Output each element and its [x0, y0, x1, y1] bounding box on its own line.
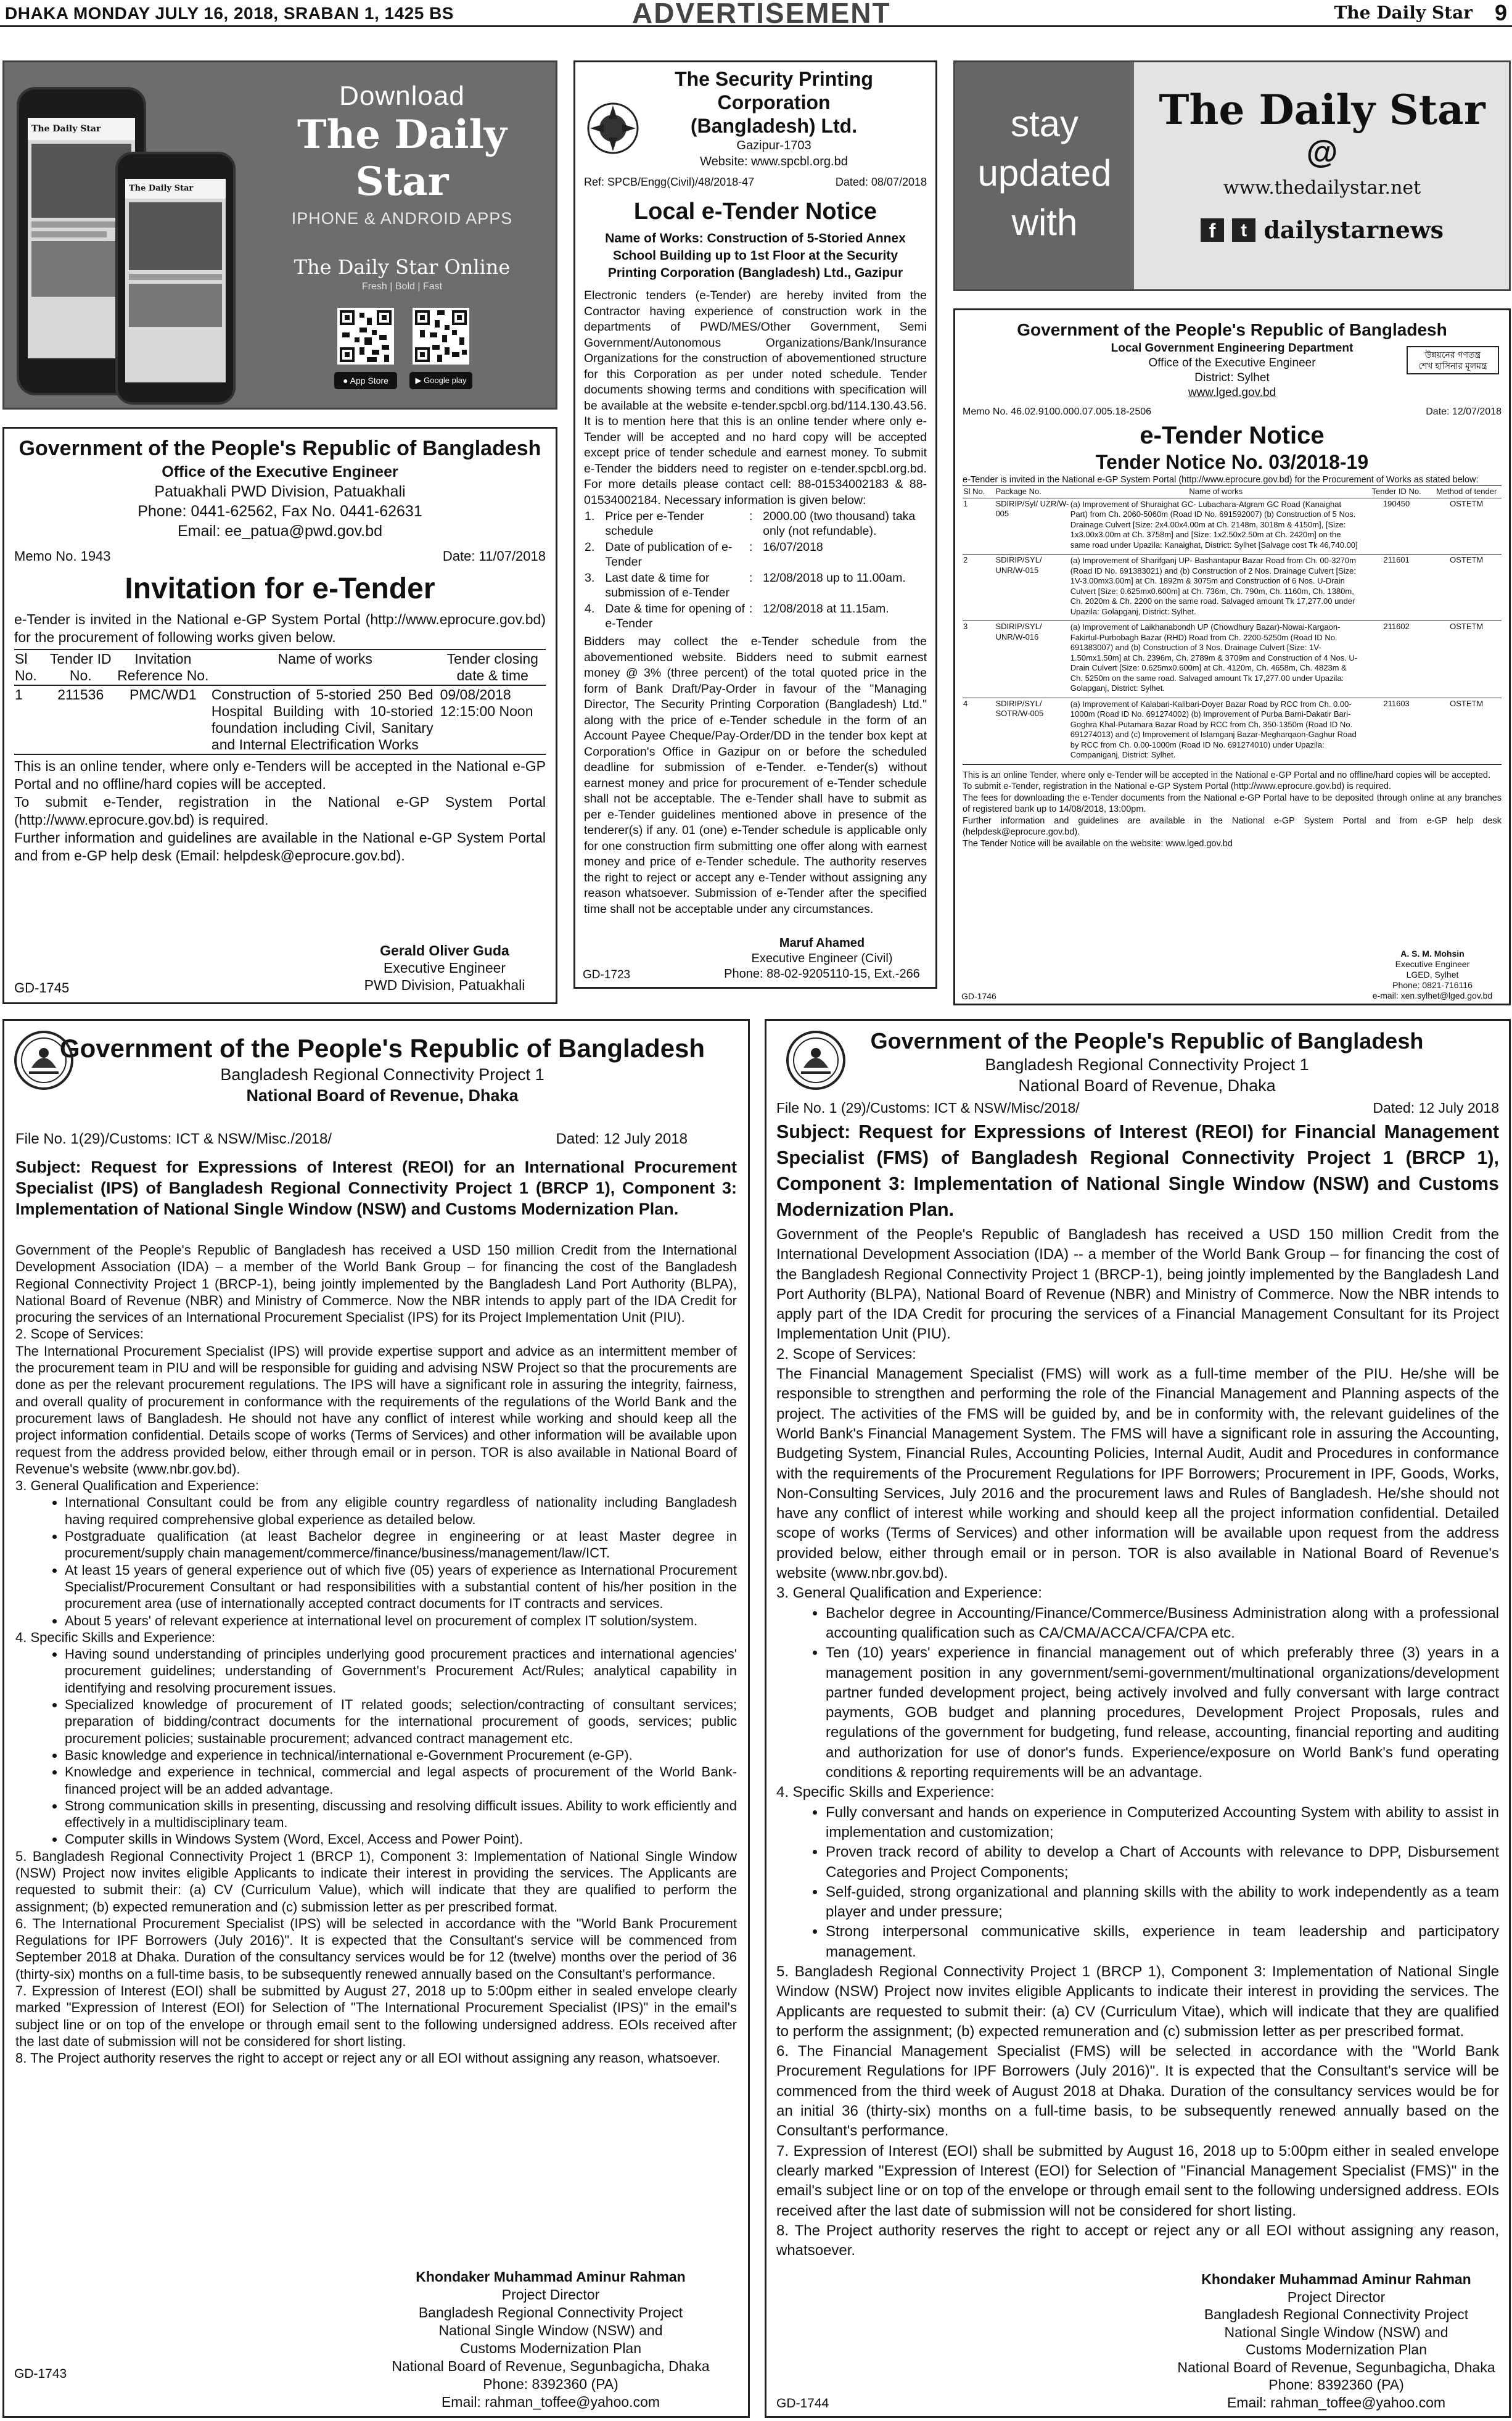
- cell-works: (a) Improvement of Sharifganj UP- Bashantapur Bazar Road from Ch. 00-3270m (Road ID No. 691383021) and (b) Construction of 2 Nos. Drainage Culvert [Size: 1V-3.00mx3.00m] at Ch. 1892m & 3075m and Construction of 6 Nos. U-Drain Culvert [Size: 0.625mx0.600m] at Ch. 736m, Ch. 790m, Ch. 1160m, Ch. 1380m, Ch. 2020m & Ch. 2200 on the same road. Salvaged amount Tk 17,277.00 under Upazila: Golapganj, District: Sylhet.: [1070, 556, 1356, 616]
- item-sep: :: [749, 571, 753, 585]
- memo-no: Memo No. 1943: [14, 548, 111, 564]
- gov-title: Government of the People's Republic of Bangladesh: [59, 1034, 705, 1063]
- cell-works: (a) Improvement of Laikhanabondh UP (Chowdhury Bazar)-Nowai-Kargaon-Fakirtul-Purbobagh Bazar (RHD) Road from Ch. 2200-5250m (Road ID No. 691383007) and (b) Construction of 3 Nos. Drainage Culvert [Size: 1V-1.50mx1.50m] at Ch. 2396m, Ch. 2789m & 3709m and Construction of 4 Nos. U-Drain Culvert [Size: 0.625mx0.600m] at Ch. 4120m, Ch. 4658m, Ch. 4823m & Ch. 5250m on the same road. Salvaged amount Tk 17,277.00 under Upazila: Golapganj, District: Sylhet.: [1070, 622, 1358, 693]
- subject: Subject: Request for Expressions of Interest (REOI) for an International Procurement Specialist (IPS) of Bangladesh Regional Connectivity Project 1 (BRCP 1), Component 3: Implementation of National Single Window (NSW) and Customs Modernization Plan.: [15, 1158, 737, 1218]
- cell-package: SDIRIP/SYL/ SOTR/W-005: [995, 698, 1044, 718]
- online-brand: The Daily Star Online: [294, 255, 511, 279]
- office: Office of the Executive Engineer: [1148, 357, 1316, 369]
- signer-phone: Phone: 88-02-9205110-15, Ext.-266: [724, 967, 920, 981]
- list-item: • About 5 years' of relevant experience at international level on procurement of complex IT solution/system.: [65, 1612, 737, 1629]
- table-row: [963, 698, 1502, 764]
- signer-line: Email: rahman_toffee@yahoo.com: [441, 2394, 660, 2410]
- signer-line: Customs Modernization Plan: [1245, 2341, 1428, 2357]
- signer-line: Project Director: [501, 2287, 600, 2303]
- th-works: Name of works: [1189, 487, 1243, 496]
- org-name-2: (Bangladesh) Ltd.: [690, 115, 858, 137]
- phone-screen-brand: The Daily Star: [28, 118, 135, 140]
- district: District: Sylhet: [1194, 371, 1270, 384]
- stay-panel: [955, 62, 1134, 289]
- cell-sl: 4: [963, 698, 968, 708]
- table-row: [963, 555, 1502, 621]
- subject: Subject: Request for Expressions of Interest (REOI) for Financial Management Specialist (FMS) of Bangladesh Regional Connectivity Project 1 (BRCP 1), Component 3: Implementation of National Single Window (NSW) and Customs Modernization Plan.: [776, 1121, 1499, 1220]
- item-no: 1.: [585, 509, 595, 523]
- office: Office of the Executive Engineer: [162, 463, 398, 480]
- board-name: National Board of Revenue, Dhaka: [246, 1086, 519, 1105]
- para-6: 6. The Financial Management Specialist (FMS) will be selected in accordance with the "World Bank Procurement Regulations for IPF Borrowers (July 2016)". It is expected that the Consultant's service will be commenced from the third week of August 2018 at Dhaka. Duration of the consultancy services would be for an initial 36 (thirty-six) months on a full-time basis, to be subsequently renewed annually based on the Consultant's performance.: [776, 2043, 1499, 2140]
- list-item: • Proven track record of ability to develop a Chart of Accounts with relevance to DPP, Disbursement Categories and Project Components;: [826, 1842, 1499, 1883]
- cell-sl: 3: [963, 622, 968, 631]
- item-value: 16/07/2018: [763, 540, 823, 554]
- signer-phone: Phone: 0821-716116: [1392, 980, 1473, 990]
- cell-method: OSTETM: [1450, 698, 1484, 708]
- motto-line-1: উন্নয়নের গণতন্ত্র: [1424, 350, 1481, 360]
- item-no: 3.: [585, 571, 595, 585]
- intro: e-Tender is invited in the National e-GP System Portal (http://www.eprocure.gov.bd) for the Procurement of Works as stated below:: [963, 474, 1502, 486]
- signer-line: Project Director: [1287, 2288, 1386, 2305]
- cell-works: (a) Improvement of Kalabari-Kalibari-Doyer Bazar Road by RCC from Ch. 0.00-1000m (Road ID No. 691274002) (b) Improvement of Purba Barni-Dakatir Bari-Goghra Khal-Putamara Bazar Road by RCC from Ch. 350-1350m (Road ID No. 691274013) and (c) Improvement of Islamganj Bazar-Megharqaon-Gaghur Road by RCC from Ch. 0.00-1000m (Road ID No. 691274010) under Upazila: Companiganj, District: Sylhet.: [1070, 699, 1357, 759]
- heading-skills: 4. Specific Skills and Experience:: [15, 1629, 216, 1645]
- stay-line-3: with: [1011, 202, 1078, 243]
- cell-closing: 09/08/2018 12:15:00 Noon: [440, 687, 533, 719]
- signer-office: PWD Division, Patuakhali: [364, 977, 525, 993]
- th-sl: Sl No.: [963, 487, 985, 496]
- cell-package: SDIRIP/SYL/ UNR/W-015: [995, 555, 1042, 575]
- works-table: [963, 486, 1502, 765]
- list-item: • Bachelor degree in Accounting/Finance/Commerce/Business Administration along with a professional accounting qualification such as CA/CMA/ACCA/CFA/CPA etc.: [826, 1604, 1499, 1644]
- table-row: [963, 498, 1502, 555]
- item-label: Date & time for opening of e-Tender: [605, 602, 745, 630]
- ref-date: Dated: 08/07/2018: [835, 176, 927, 188]
- signer-email: e-mail: xen.sylhet@lged.gov.bd: [1372, 991, 1493, 1000]
- app-store-label: App Store: [350, 376, 388, 386]
- list-item: • Ten (10) years' experience in financial management out of which preferably three (3) years in a management position in any government/semi-government/multinational organizations/development partner funded development project, being actively involved and fully conversant with large contract payments, GOB budget and planning procedures, Development Project Proposals, rules and regulations of the government for budgeting, fund release, accounting, financial reporting and auditing and authorization for use of donor's funds. Experience/exposure on World Bank's fund operating conditions & reporting requirements will be an advantage.: [826, 1643, 1499, 1783]
- qr-code-android[interactable]: [413, 308, 469, 365]
- item-no: 2.: [585, 540, 595, 554]
- cell-method: OSTETM: [1450, 498, 1484, 508]
- gd-code: GD-1744: [776, 2396, 829, 2411]
- cell-tender-id: 211603: [1383, 698, 1410, 708]
- gd-code: GD-1745: [14, 980, 70, 996]
- online-tagline: Fresh | Bold | Fast: [361, 281, 443, 292]
- download-brand: The Daily Star: [297, 112, 507, 205]
- note-online: This is an online tender, where only e-Tenders will be accepted in the National e-GP Portal and no offline/hard copies will be accepted.: [14, 758, 546, 792]
- org-address: Gazipur-1703: [736, 139, 811, 152]
- page-header: [0, 0, 1512, 27]
- para-1: Government of the People's Republic of Bangladesh has received a USD 150 million Credit from the International Development Association (IDA) – a member of the World Bank Group – for financing the cost of the Bangladesh Regional Connectivity Project 1 (BRCP-1), being jointly implemented by the Bangladesh Land Port Authority (BLPA), National Board of Revenue (NBR) and Ministry of Commerce. Now the NBR intends to apply part of the IDA Credit for procuring the services of an International Procurement Specialist (IPS) for its Project Implementation Unit (PIU).: [15, 1242, 737, 1326]
- ad-stay-updated[interactable]: [953, 60, 1511, 291]
- qualification-list: [15, 1494, 737, 1628]
- cell-tender-id: 211536: [57, 687, 104, 703]
- skills-list: [776, 1803, 1499, 1962]
- org-name-1: The Security Printing Corporation: [675, 68, 873, 113]
- heading-qualification: 3. General Qualification and Experience:: [776, 1585, 1042, 1602]
- para-6: 6. The International Procurement Specialist (IPS) will be selected in accordance with the "World Bank Procurement Regulations for IPF Borrowers (July 2016)". It is expected that the Consultant's service will be commenced from September 2018 at Dhaka. Duration of the consultancy services would be for 12 (twelve) months over the period of 36 (thirty-six) months on a full-time basis, to be subsequently renewed annually based on the Consultant's performance.: [15, 1915, 737, 1982]
- apple-icon: ●: [343, 376, 348, 386]
- download-platforms: IPHONE & ANDROID APPS: [291, 209, 513, 228]
- masthead-brand: The Daily Star: [1334, 2, 1473, 23]
- cell-works: (a) Improvement of Shuraighat GC- Lubachara-Atgram GC Road (Kanaighat Part) from Ch. 2060-5060m (Road ID No. 691592007) (b) Construction of 5 Nos. Drainage Culvert [Size: 2x4.00x4.00m at Ch. 2148m, 3018m & 4150m], [Size: 1x3.00x3.00m at Ch. 3758m] and [Size: 1x2.50x2.50m at Ch. 2420m] on the same road under Upazila: Kanaighat, District: Sylhet [Salvage cost Tk 46,740.00]: [1070, 499, 1358, 550]
- schedule-table: [584, 508, 927, 632]
- item-label: Last date & time for submission of e-Tender: [605, 571, 729, 600]
- phone: Phone: 0441-62562, Fax No. 0441-62631: [138, 503, 422, 520]
- note-register: To submit e-Tender, registration in the National e-GP System Portal (http://www.eprocure.gov.bd) is required.: [963, 782, 1391, 791]
- list-item: • Self-guided, strong organizational and planning skills with the ability to work independently as a team player and under pressure;: [826, 1883, 1499, 1923]
- list-item: • Computer skills in Windows System (Word, Excel, Access and Power Point).: [65, 1831, 737, 1847]
- phone-screen-brand-2: The Daily Star: [125, 179, 226, 199]
- notice-title: Invitation for e-Tender: [125, 572, 435, 605]
- th-reference: Invitation Reference No.: [117, 651, 209, 683]
- stay-brand: The Daily Star: [1159, 86, 1485, 134]
- para-7: 7. Expression of Interest (EOI) shall be submitted by August 27, 2018 up to 5:00pm either in sealed envelope clearly marked "Expression of Interest (EOI) for Selection of "The International Procurement Specialist (IPS)" in the email's subject line or on top of the envelope or through email sent to the following undersigned address. EOIs received after the last date of submission will not be considered for short listing.: [15, 1983, 737, 2049]
- notice-subtitle: Tender Notice No. 03/2018-19: [1095, 451, 1369, 473]
- stay-line-2: updated: [977, 152, 1112, 194]
- ad-fms-reoi: [765, 1019, 1511, 2418]
- cell-sl: 1: [963, 498, 968, 508]
- para-5: 5. Bangladesh Regional Connectivity Project 1 (BRCP 1), Component 3: Implementation of National Single Window (NSW) Project now invites eligible Applicants to indicate their interest in providing the services. The Applicants are requested to submit their: (a) CV (Curriculum Value), which will indicate that they are qualified to perform the assignment; (b) expected remuneration and (c) submission letter as per prescribed format.: [15, 1848, 737, 1915]
- signer-name: Maruf Ahamed: [779, 936, 865, 950]
- signer-name: A. S. M. Mohsin: [1400, 949, 1465, 959]
- list-item: [584, 539, 927, 570]
- ad-spcb-tender: [573, 60, 937, 989]
- item-value: 12/08/2018 up to 11.00am.: [763, 571, 906, 585]
- list-item: • At least 15 years of general experience out of which five (05) years of experience as International Procurement Specialist/Procurement Consultant or had responsibilities with a substantial content of his/her position in the procurement area (use of internationally accepted contract documents for IT contracts and services.: [65, 1562, 737, 1612]
- google-play-label: Google play: [424, 376, 467, 385]
- signer-line: Bangladesh Regional Connectivity Project: [418, 2304, 683, 2320]
- skills-list: [15, 1646, 737, 1848]
- ad-download-app[interactable]: [2, 60, 557, 410]
- item-value: 2000.00 (two thousand) taka only (not refundable).: [763, 509, 916, 538]
- para-8: 8. The Project authority reserves the right to accept or reject any or all EOI without assigning any reason, whatsoever.: [15, 2050, 720, 2066]
- signer-line: Phone: 8392360 (PA): [1268, 2377, 1404, 2393]
- cell-method: OSTETM: [1450, 555, 1484, 564]
- item-value: 12/08/2018 at 11.15am.: [763, 602, 889, 616]
- file-date: Dated: 12 July 2018: [556, 1131, 688, 1147]
- list-item: • International Consultant could be from any eligible country regardless of nationality including Bangladesh having required comprehensive global experience as detailed below.: [65, 1494, 737, 1528]
- note-register: To submit e-Tender, registration in the National e-GP System Portal (http://www.eprocure.gov.bd) is required.: [14, 794, 546, 828]
- signer-line: National Single Window (NSW) and: [438, 2322, 663, 2338]
- project-name: Bangladesh Regional Connectivity Project 1: [985, 1055, 1309, 1074]
- division: Patuakhali PWD Division, Patuakhali: [154, 483, 406, 500]
- item-no: 4.: [585, 602, 595, 616]
- para-5: 5. Bangladesh Regional Connectivity Project 1 (BRCP 1), Component 3: Implementation of National Single Window (NSW) Project now invites eligible Applicants to indicate their interest in providing the services. The Applicants are requested to submit their: (a) CV (Curriculum Vitae), which will indicate that they are qualified to perform the assignment; (b) expected remuneration and (c) submission letter as per prescribed format.: [776, 1963, 1499, 2040]
- th-closing: Tender closing date & time: [446, 651, 538, 683]
- item-sep: :: [749, 509, 753, 523]
- list-item: [584, 508, 927, 539]
- para-8: 8. The Project authority reserves the right to accept or reject any or all EOI without assigning any reason, whatsoever.: [776, 2222, 1499, 2259]
- para-1: Government of the People's Republic of Bangladesh has received a USD 150 million Credit from the International Development Association (IDA) -- a member of the World Bank Group – for financing the cost of the Bangladesh Regional Connectivity Project 1 (BRCP-1), being jointly implemented by the Bangladesh Land Port Authority (BLPA), National Board of Revenue (NBR) and Ministry of Commerce. Now the NBR intends to apply part of the IDA Credit for procuring the services of a Financial Management Consultant for its Project Implementation Unit (PIU).: [776, 1226, 1499, 1343]
- gov-emblem: [13, 1029, 75, 1091]
- heading-skills: 4. Specific Skills and Experience:: [776, 1784, 995, 1801]
- heading-qualification: 3. General Qualification and Experience:: [15, 1478, 260, 1494]
- signer-office: LGED, Sylhet: [1406, 970, 1459, 980]
- social-handle[interactable]: dailystarnews: [1263, 216, 1444, 244]
- board-name: National Board of Revenue, Dhaka: [1018, 1076, 1276, 1095]
- list-item: • Knowledge and experience in technical, commercial and legal aspects of procurement of the World Bank-financed project will be an added advantage.: [65, 1763, 737, 1797]
- list-item: • Having sound understanding of principles underlying good procurement practices and international agencies' procurement guidelines; understanding of Government's Procurement Act/Rules; analytical capability in identifying and resolving procurement issues.: [65, 1646, 737, 1696]
- item-label: Price per e-Tender schedule: [605, 509, 704, 538]
- cell-tender-id: 211601: [1383, 555, 1410, 564]
- play-icon: ▶: [415, 376, 422, 385]
- cell-package: SDIRIP/SYL/ UNR/W-016: [995, 622, 1042, 641]
- th-works: Name of works: [277, 651, 372, 667]
- signer-name: Gerald Oliver Guda: [380, 942, 509, 959]
- para-2: The Financial Management Specialist (FMS) will work as a full-time member of the PIU. He/she will be responsible to strengthen and performing the role of the Financial Management and Planning aspects of the project. The activities of the FMS will be guided by, and be in conformity with, the relevant guidelines of the World Bank's Financial Management System. The FMS will have a significant role in assuring the Accounting, Budgeting System, Financial Rules, Accounting Policies, Internal Audit, Audit and Procedures in conformance with the requirements of the Procurement Regulations for IPF Borrowers; Procurement in IPF, Goods, Works, Non-Consulting Services, July 2016 and the procurement laws and Rules of Bangladesh. He/she should not have any conflict of interest while working and should keep all the project information confidential. Detailed scope of works (Terms of Services) and other information will be available upon request from the address provided below, either through email or in person. TOR is also available in National Board of Revenue's website (www.nbr.gov.bd).: [776, 1366, 1499, 1582]
- signer-name: Khondaker Muhammad Aminur Rahman: [1201, 2271, 1471, 2287]
- list-item: • Fully conversant and hands on experience in Computerized Accounting System with ability to assist in implementation and customization;: [826, 1803, 1499, 1843]
- list-item: • Strong communication skills in presenting, discussing and resolving difficult issues. Ability to work efficiently and effectively in a multidisciplinary team.: [65, 1797, 737, 1831]
- file-date: Dated: 12 July 2018: [1373, 1100, 1499, 1116]
- memo-date: Date: 11/07/2018: [442, 548, 546, 564]
- org-website: Website: www.spcbl.org.bd: [700, 155, 848, 168]
- signer-title: Executive Engineer: [1395, 959, 1470, 969]
- bangladesh-emblem-icon: [785, 1029, 847, 1091]
- signer-title: Executive Engineer: [383, 960, 506, 976]
- cell-works: Construction of 5-storied 250 Bed Hospital Building with 10-storied foundation including Civil, Sanitary and Internal Electrification Works: [211, 687, 433, 753]
- body-intro: Electronic tenders (e-Tender) are hereby invited from the Contractor having experience of construction work in the departments of PWD/MES/Other Government, Semi Government/Autonomous Organizations/Bank/Insurance Organizations for the construction of abovementioned structure for this Corporation as per under noted schedule. Tender documents showing terms and conditions with specification will be available at the website e-tender.spcbl.org.bd/114.130.43.56. It is to mention here that this is an online tender where only e-Tender will be accepted and no hard copy will be accepted except price of tender schedule and earnest money. To submit e-Tender the bidders need to register on e-tender.spcbl.org.bd. For more details please contact cell: 88-01534002183 & 88-01534002184. Necessary information is given below:: [584, 289, 927, 507]
- download-label: Download: [339, 81, 465, 111]
- file-no: File No. 1(29)/Customs: ICT & NSW/Misc./2018/: [15, 1131, 332, 1147]
- intro: e-Tender is invited in the National e-GP System Portal (http://www.eprocure.gov.bd) for the procurement of following works given below.: [14, 611, 546, 645]
- note-info: Further information and guidelines are available in the National e-GP System Portal and from e-GP help desk (Email: helpdesk@eprocure.gov.bd).: [14, 830, 546, 864]
- signer-title: Executive Engineer (Civil): [751, 952, 893, 965]
- gov-title: Government of the People's Republic of Bangladesh: [1017, 320, 1447, 339]
- dateline: DHAKA MONDAY JULY 16, 2018, SRABAN 1, 1425 BS: [5, 4, 454, 23]
- list-item: • Basic knowledge and experience in technical/international e-Government Procurement (e-GP).: [65, 1747, 737, 1763]
- signer-line: National Board of Revenue, Segunbagicha, Dhaka: [392, 2358, 710, 2374]
- ad-ips-reoi: [2, 1019, 750, 2418]
- table-row: [14, 685, 546, 754]
- cell-package: SDIRIP/Syl/ UZR/W-005: [995, 498, 1069, 518]
- heading-scope: 2. Scope of Services:: [776, 1345, 916, 1363]
- qr-code-ios[interactable]: [337, 308, 394, 365]
- body-details: Bidders may collect the e-Tender schedule from the abovementioned website. Bidders need to submit earnest money @ 3% (three percent) of the total quoted price in the form of Bank Draft/Pay-Order in favour of the "Managing Director, The Security Printing Corporation (Bangladesh) Ltd." along with the price of e-Tender schedule in the form of an Account Payee Cheque/Pay-Order/DD in the tender box kept at Corporation's Office in Gazipur on or before the scheduled deadline for submission of e-Tender. e-Tender(s) without earnest money and price for procurement of e-Tender schedule shall not be acceptable. The e-Tender shall have to submit as per e-Tender guidelines mentioned above in presence of the tenderer(s) if any. 01 (one) e-Tender schedule is applicable only for one construction firm submitting one offer along with earnest money and price of e-Tender schedule. The authority reserves the right to reject or accept any e-Tender without assigning any reason whatsoever. Submission of e-Tender after the specified time shall not be acceptable under any circumstances.: [584, 635, 927, 916]
- list-item: • Postgraduate qualification (at least Bachelor degree in engineering or at least Master degree in procurement/supply chain management/commerce/finance/business/management/law/ICT.: [65, 1528, 737, 1562]
- signer-line: Bangladesh Regional Connectivity Project: [1204, 2306, 1469, 2322]
- item-label: Date of publication of e-Tender: [605, 540, 733, 569]
- phone-mockup-2: [115, 152, 236, 405]
- signer-name: Khondaker Muhammad Aminur Rahman: [416, 2269, 686, 2285]
- website[interactable]: www.lged.gov.bd: [1188, 386, 1276, 399]
- item-sep: :: [749, 540, 753, 554]
- app-store-badge[interactable]: [334, 372, 397, 389]
- list-item: [584, 601, 927, 632]
- stay-at: @: [1306, 134, 1338, 170]
- ad-patuakhali-tender: [2, 427, 557, 1004]
- signer-line: National Board of Revenue, Segunbagicha, Dhaka: [1177, 2359, 1495, 2375]
- gov-title: Government of the People's Republic of Bangladesh: [18, 437, 541, 460]
- item-sep: :: [749, 602, 753, 616]
- email: Email: ee_patua@pwd.gov.bd: [177, 522, 383, 540]
- file-no: File No. 1 (29)/Customs: ICT & NSW/Misc/2018/: [776, 1100, 1080, 1116]
- gd-code: GD-1743: [14, 2367, 67, 2381]
- notice-title: Local e-Tender Notice: [633, 199, 877, 225]
- notice-title: e-Tender Notice: [1140, 422, 1325, 449]
- gd-code: GD-1746: [961, 991, 996, 1001]
- tender-table: [14, 649, 546, 755]
- gd-code: GD-1723: [583, 968, 631, 981]
- twitter-icon[interactable]: t: [1232, 218, 1255, 242]
- signer-line: Email: rahman_toffee@yahoo.com: [1226, 2394, 1446, 2411]
- project-name: Bangladesh Regional Connectivity Project 1: [220, 1065, 544, 1084]
- gov-emblem: [785, 1029, 847, 1091]
- para-2: The International Procurement Specialist (IPS) will provide expertise support and advice as an intermittent member of the procurement team in PIU and will be responsible for guiding and advising NSW Project so that the procurements are done as per the relevant procurement regulations. The IPS will have a significant role in assuring the integrity, fairness, and overall quality of procurement in conformance with the requirements of the regulations of the World Bank and the procurement laws of Bangladesh. He should not have any conflict of interest while working and should keep all the project information confidential. Details scope of works (Terms of Services) and other information will be available upon request from the address provided below, either through email or in person. TOR is also available in National Board of Revenue's website (www.nbr.gov.bd).: [15, 1343, 737, 1477]
- list-item: [584, 570, 927, 601]
- motto-box: [1407, 346, 1499, 374]
- signer-line: Phone: 8392360 (PA): [483, 2376, 618, 2392]
- section-title: ADVERTISEMENT: [632, 0, 891, 29]
- note-website: The Tender Notice will be available on the website: www.lged.gov.bd: [963, 838, 1233, 849]
- signer-line: Customs Modernization Plan: [459, 2340, 642, 2356]
- page-number: 9: [1494, 0, 1507, 25]
- note-fees: The fees for downloading the e-Tender documents from the National e-GP Portal have to be deposited through online at any branches of registered bank up to 14/08/2018, 13:00pm.: [963, 793, 1502, 814]
- cell-tender-id: 190450: [1383, 498, 1410, 508]
- cell-sl: 2: [963, 555, 968, 564]
- cell-sl: 1: [15, 687, 23, 703]
- google-play-badge[interactable]: [409, 372, 472, 389]
- th-package: Package No.: [995, 487, 1042, 496]
- gov-title: Government of the People's Republic of Bangladesh: [870, 1028, 1424, 1054]
- motto-line-2: শেখ হাসিনার মূলমন্ত্র: [1418, 361, 1487, 371]
- th-method: Method of tender: [1436, 487, 1497, 496]
- memo-no: Memo No. 46.02.9100.000.07.005.18-2506: [963, 406, 1152, 417]
- memo-date: Date: 12/07/2018: [1426, 406, 1502, 417]
- dept: Local Government Engineering Department: [1111, 342, 1354, 355]
- heading-scope: 2. Scope of Services:: [15, 1326, 144, 1342]
- cell-method: OSTETM: [1450, 622, 1484, 631]
- th-tender-id: Tender ID No.: [49, 651, 112, 683]
- stay-line-1: stay: [1010, 103, 1079, 144]
- spcb-logo: [585, 101, 641, 156]
- note-info: Further information and guidelines are available in the National e-GP System Portal and from e-GP help desk (helpdesk@eprocure.gov.bd).: [963, 815, 1502, 837]
- name-of-works: Name of Works: Construction of 5-Storied Annex School Building up to 1st Floor at the Security Printing Corporation (Bangladesh) Ltd., Gazipur: [605, 231, 906, 280]
- list-item: • Strong interpersonal communicative skills, experience in team leadership and participatory management.: [826, 1922, 1499, 1962]
- ad-lged-tender: [953, 308, 1511, 1005]
- cell-reference: PMC/WD1: [129, 687, 197, 703]
- th-tender-id: Tender ID No.: [1371, 487, 1421, 496]
- facebook-icon[interactable]: f: [1201, 218, 1224, 242]
- ref-no: Ref: SPCB/Engg(Civil)/48/2018-47: [584, 176, 755, 188]
- table-row: [963, 621, 1502, 698]
- signer-line: National Single Window (NSW) and: [1224, 2324, 1448, 2340]
- stay-url[interactable]: www.thedailystar.net: [1223, 177, 1421, 199]
- cell-tender-id: 211602: [1383, 622, 1410, 631]
- th-sl: Sl No.: [15, 651, 37, 683]
- list-item: • Specialized knowledge of procurement of IT related goods; selection/contracting of consultant services; preparation of bidding/contract documents for the international procurement of goods, services; public procurement policies; sustainable procurement; advanced contract management etc.: [65, 1696, 737, 1747]
- spcb-emblem-icon: [585, 101, 641, 156]
- para-7: 7. Expression of Interest (EOI) shall be submitted by August 16, 2018 up to 5:00pm either in sealed envelope clearly marked "Expression of Interest (EOI) for Selection of "Financial Management Specialist (FMS)" in the email's subject line or on top of the envelope or through email sent to the following undersigned address. EOIs received after the last date of submission will not be considered for short listing.: [776, 2142, 1499, 2219]
- qualification-list: [776, 1604, 1499, 1783]
- note-online: This is an online Tender, where only e-Tender will be accepted in the National e-GP Portal and no offline/hard copies will be accepted.: [963, 770, 1491, 780]
- bangladesh-emblem-icon: [13, 1029, 75, 1091]
